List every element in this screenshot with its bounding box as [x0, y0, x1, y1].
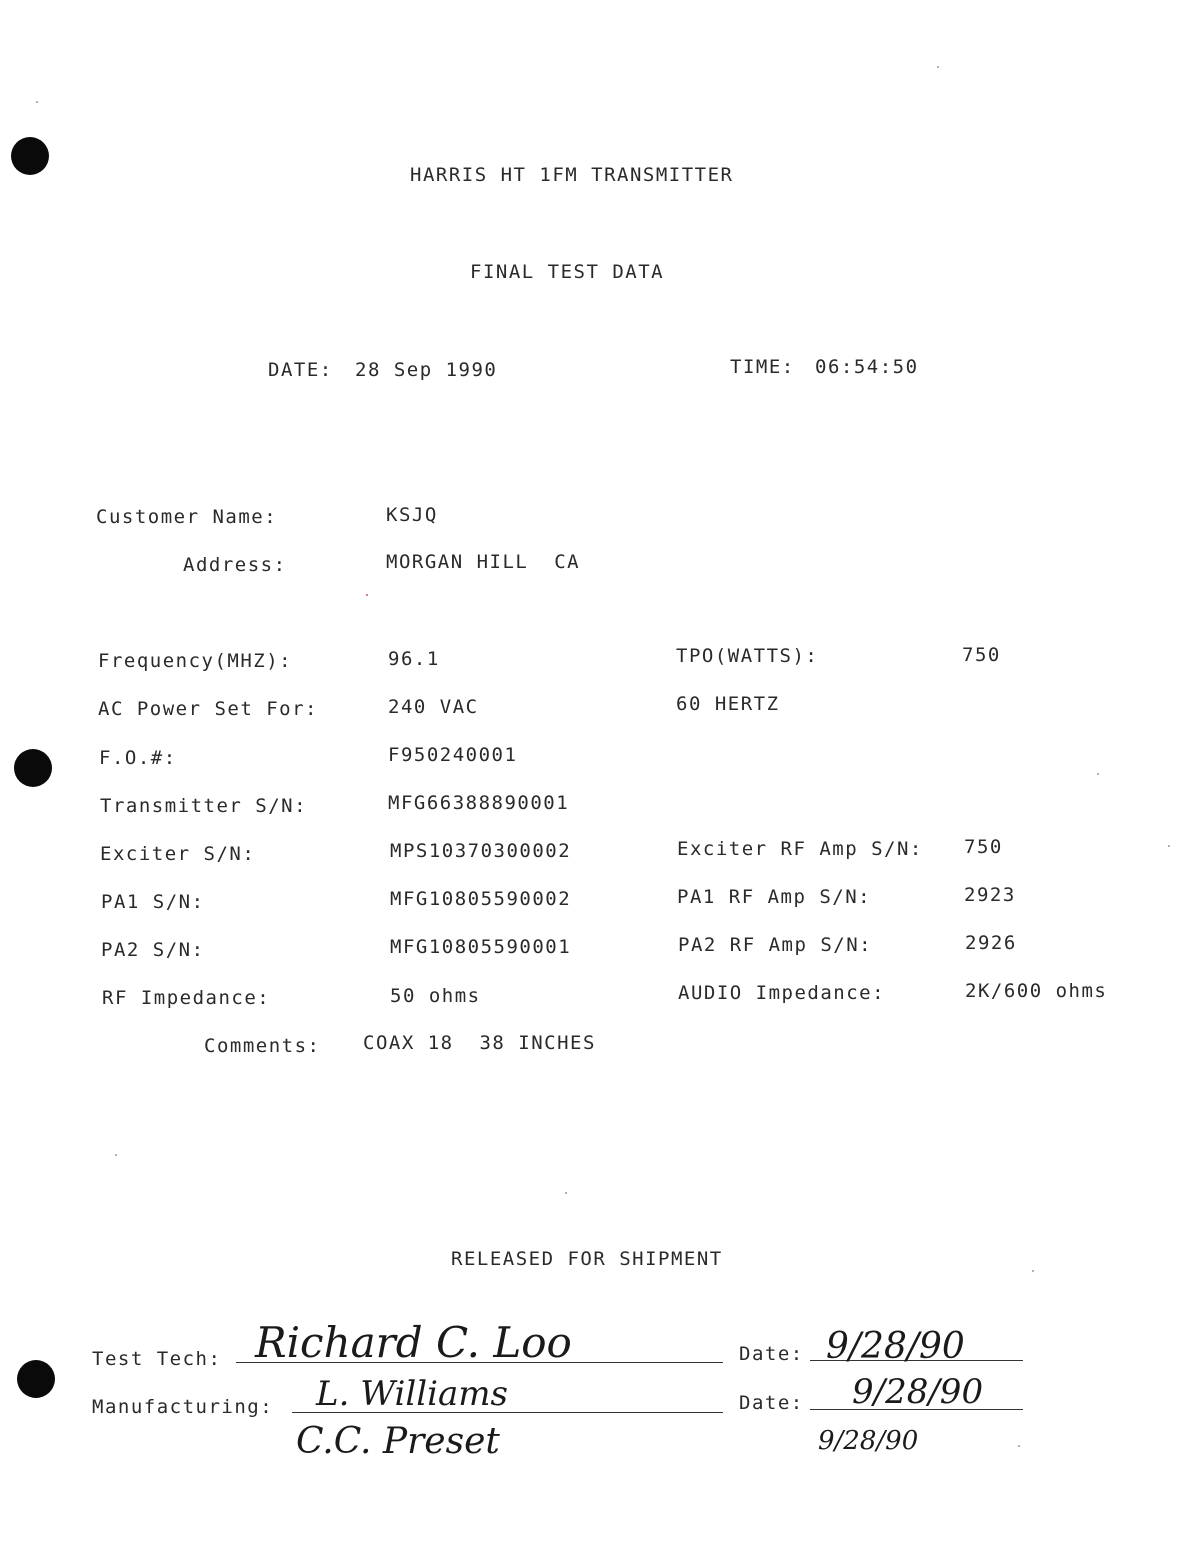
- scan-speck: [1032, 1270, 1034, 1272]
- scan-speck: [115, 1154, 117, 1156]
- manufacturing-date-label: Date:: [739, 1392, 804, 1414]
- pa1-rf-amp-label: PA1 RF Amp S/N:: [677, 886, 872, 908]
- fo-label: F.O.#:: [99, 747, 177, 769]
- exciter-sn-value: MPS10370300002: [390, 840, 572, 862]
- exciter-sn-label: Exciter S/N:: [100, 843, 256, 865]
- tpo-value: 750: [962, 644, 1001, 666]
- scan-speck: [36, 101, 38, 103]
- frequency-value: 96.1: [388, 648, 440, 670]
- customer-name-label: Customer Name:: [96, 506, 278, 528]
- scan-speck: [366, 594, 368, 596]
- comments-value: COAX 18 38 INCHES: [363, 1032, 596, 1054]
- transmitter-sn-value: MFG66388890001: [388, 792, 570, 814]
- scan-speck: [1097, 773, 1099, 775]
- scan-speck: [1018, 1445, 1020, 1447]
- rf-impedance-value: 50 ohms: [390, 985, 481, 1007]
- audio-impedance-value: 2K/600 ohms: [965, 980, 1108, 1002]
- binder-hole-bottom: [17, 1360, 55, 1398]
- manufacturing-date: 9/28/90: [852, 1372, 984, 1412]
- address-label: Address:: [183, 554, 287, 576]
- ac-power-value: 240 VAC: [388, 696, 479, 718]
- test-tech-label: Test Tech:: [92, 1348, 222, 1370]
- pa1-sn-value: MFG10805590002: [390, 888, 572, 910]
- audio-impedance-label: AUDIO Impedance:: [678, 982, 886, 1004]
- test-tech-date-label: Date:: [739, 1343, 804, 1365]
- additional-signature-date: 9/28/90: [818, 1426, 919, 1456]
- scan-speck: [937, 66, 939, 68]
- ac-power-label: AC Power Set For:: [98, 698, 318, 720]
- document-subtitle: FINAL TEST DATA: [470, 261, 665, 283]
- comments-label: Comments:: [204, 1035, 321, 1057]
- manufacturing-label: Manufacturing:: [92, 1396, 274, 1418]
- date-value: 28 Sep 1990: [355, 359, 498, 381]
- additional-signature: C.C. Preset: [296, 1421, 500, 1462]
- test-tech-date: 9/28/90: [826, 1326, 965, 1367]
- address-value: MORGAN HILL CA: [386, 551, 581, 573]
- document-title: HARRIS HT 1FM TRANSMITTER: [410, 164, 734, 186]
- exciter-rf-amp-label: Exciter RF Amp S/N:: [677, 838, 923, 860]
- time-value: 06:54:50: [815, 356, 919, 378]
- pa1-rf-amp-value: 2923: [964, 884, 1016, 906]
- pa1-sn-label: PA1 S/N:: [101, 891, 205, 913]
- scan-speck: [1168, 845, 1170, 847]
- fo-value: F950240001: [388, 744, 518, 766]
- frequency-label: Frequency(MHZ):: [98, 650, 293, 672]
- rf-impedance-label: RF Impedance:: [102, 987, 271, 1009]
- transmitter-sn-label: Transmitter S/N:: [100, 795, 308, 817]
- time-label: TIME:: [730, 356, 795, 378]
- pa2-sn-value: MFG10805590001: [390, 936, 572, 958]
- pa2-rf-amp-value: 2926: [965, 932, 1017, 954]
- tpo-label: TPO(WATTS):: [676, 645, 819, 667]
- pa2-rf-amp-label: PA2 RF Amp S/N:: [678, 934, 873, 956]
- binder-hole-top: [11, 137, 49, 175]
- customer-name-value: KSJQ: [386, 504, 438, 526]
- test-tech-signature: Richard C. Loo: [255, 1318, 572, 1367]
- manufacturing-signature: L. Williams: [316, 1374, 508, 1414]
- date-label: DATE:: [268, 359, 333, 381]
- release-heading: RELEASED FOR SHIPMENT: [451, 1248, 723, 1270]
- exciter-rf-amp-value: 750: [964, 836, 1003, 858]
- binder-hole-middle: [14, 749, 52, 787]
- pa2-sn-label: PA2 S/N:: [101, 939, 205, 961]
- scan-speck: [565, 1192, 567, 1194]
- hertz-value: 60 HERTZ: [676, 693, 780, 715]
